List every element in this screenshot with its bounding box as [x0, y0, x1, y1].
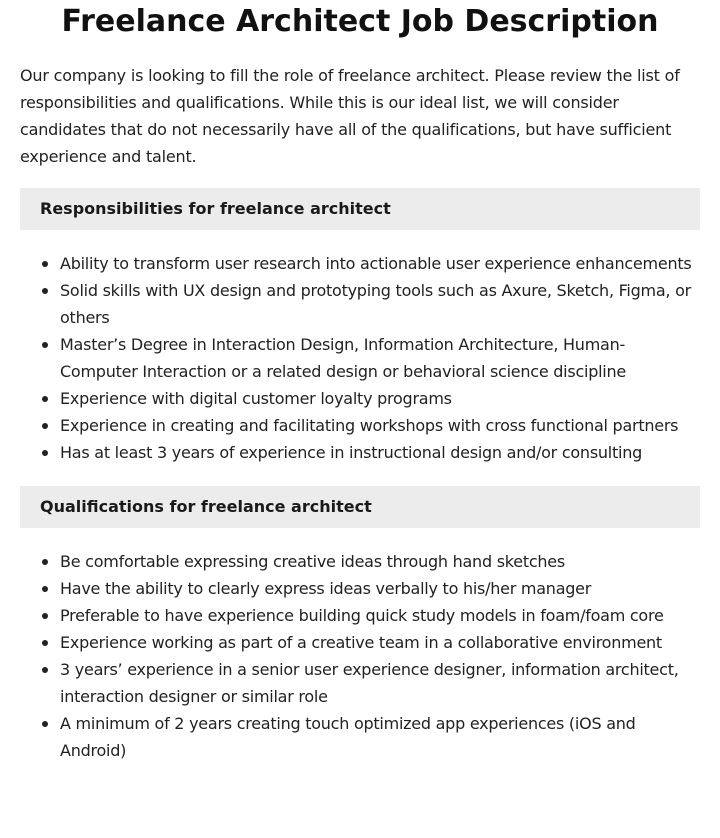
page-title: Freelance Architect Job Description — [61, 4, 659, 39]
bullet-icon — [42, 450, 48, 456]
list-item — [60, 412, 700, 439]
bullet-icon — [42, 640, 48, 646]
list-item — [60, 439, 700, 466]
list-item — [60, 710, 700, 764]
bullet-icon — [42, 586, 48, 592]
bullet-icon — [42, 261, 48, 267]
bullet-icon — [42, 423, 48, 429]
list-item-text: Preferable to have experience building quick study models in foam/foam core — [60, 606, 664, 625]
qualifications-list — [20, 548, 700, 764]
list-item-text: Experience with digital customer loyalty programs — [60, 389, 452, 408]
bullet-icon — [42, 667, 48, 673]
list-item-text: Solid skills with UX design and prototyping tools such as Axure, Sketch, Figma, or others — [60, 281, 691, 327]
list-item-text: A minimum of 2 years creating touch optimized app experiences (iOS and Android) — [60, 714, 636, 760]
bullet-icon — [42, 342, 48, 348]
list-item-text: Have the ability to clearly express ideas verbally to his/her manager — [60, 579, 592, 598]
list-item — [60, 277, 700, 331]
list-item — [60, 602, 700, 629]
list-item-text: 3 years’ experience in a senior user experience designer, information architect, interaction designer or similar role — [60, 660, 679, 706]
list-item — [60, 250, 700, 277]
list-item — [60, 331, 700, 385]
bullet-icon — [42, 559, 48, 565]
list-item — [60, 575, 700, 602]
list-item — [60, 656, 700, 710]
list-item — [60, 385, 700, 412]
list-item — [60, 548, 700, 575]
bullet-icon — [42, 613, 48, 619]
list-item-text: Experience working as part of a creative team in a collaborative environment — [60, 633, 662, 652]
intro-paragraph: Our company is looking to fill the role of freelance architect. Please review the list of responsibilities and qualifications. While this is our ideal list, we will consider candidates that do not necessarily have all of the qualifications, but have sufficient experience and talent. — [20, 66, 680, 166]
list-item-text: Experience in creating and facilitating workshops with cross functional partners — [60, 416, 679, 435]
qualifications-heading: Qualifications for freelance architect — [20, 486, 700, 528]
list-item-text: Be comfortable expressing creative ideas through hand sketches — [60, 552, 565, 571]
list-item-text: Has at least 3 years of experience in instructional design and/or consulting — [60, 443, 643, 462]
list-item — [60, 629, 700, 656]
bullet-icon — [42, 396, 48, 402]
list-item-text: Master’s Degree in Interaction Design, Information Architecture, Human-Computer Interaction or a related design or behavioral science discipline — [60, 335, 626, 381]
responsibilities-list — [20, 250, 700, 466]
list-item-text: Ability to transform user research into actionable user experience enhancements — [60, 254, 692, 273]
bullet-icon — [42, 721, 48, 727]
bullet-icon — [42, 288, 48, 294]
responsibilities-heading: Responsibilities for freelance architect — [20, 188, 700, 230]
